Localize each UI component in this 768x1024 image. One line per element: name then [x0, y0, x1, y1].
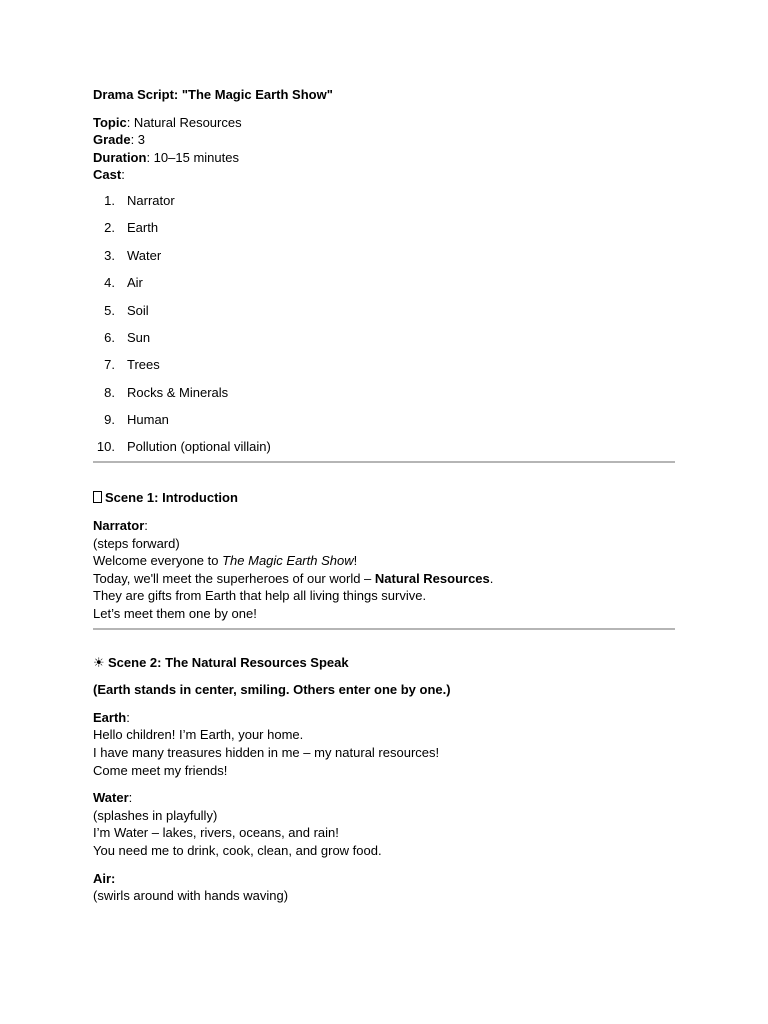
air-speech: Air: (swirls around with hands waving)	[93, 870, 289, 904]
topic-line: Topic: Natural Resources	[93, 114, 242, 130]
cast-line: Cast:	[93, 167, 125, 183]
list-item: 7. Trees	[104, 357, 160, 373]
sun-icon: ☀	[93, 654, 105, 670]
list-item: 5. Soil	[104, 302, 149, 318]
meta-info	[93, 114, 675, 184]
divider	[93, 461, 675, 463]
divider	[93, 628, 675, 630]
earth-speech: Earth: Hello children! I’m Earth, your home. I have many treasures hidden in me – my natural resources! Come meet my friends!	[93, 709, 440, 778]
cast-list	[93, 192, 675, 459]
document-page	[93, 86, 675, 905]
grade-line: Grade: 3	[93, 132, 146, 148]
scene2-heading: ☀ Scene 2: The Natural Resources Speak	[93, 654, 349, 670]
stage-direction: (Earth stands in center, smiling. Others enter one by one.)	[93, 682, 451, 698]
list-item: 1. Narrator	[104, 192, 175, 208]
list-item: 4. Air	[104, 275, 143, 291]
list-item: 6. Sun	[104, 329, 151, 345]
document-title: Drama Script: "The Magic Earth Show"	[93, 87, 333, 102]
duration-line: Duration: 10–15 minutes	[93, 149, 239, 165]
list-item: 2. Earth	[104, 220, 159, 236]
list-item: 3. Water	[104, 247, 162, 263]
list-item: 9. Human	[104, 412, 169, 428]
missing-glyph-icon	[93, 491, 102, 503]
water-speech: Water: (splashes in playfully) I’m Water – lakes, rivers, oceans, and rain! You need me to drink, cook, clean, and grow food.	[93, 790, 382, 858]
narrator-speech: Narrator: (steps forward) Welcome everyone to The Magic Earth Show! Today, we'll meet the superheroes of our world – Natural Resources. They are gifts from Earth that help all living things survive. Let’s meet them one by one!	[93, 518, 494, 622]
scene1-heading: Scene 1: Introduction	[93, 489, 675, 507]
list-item: 8. Rocks & Minerals	[104, 384, 229, 400]
list-item: 10. Pollution (optional villain)	[96, 439, 271, 455]
